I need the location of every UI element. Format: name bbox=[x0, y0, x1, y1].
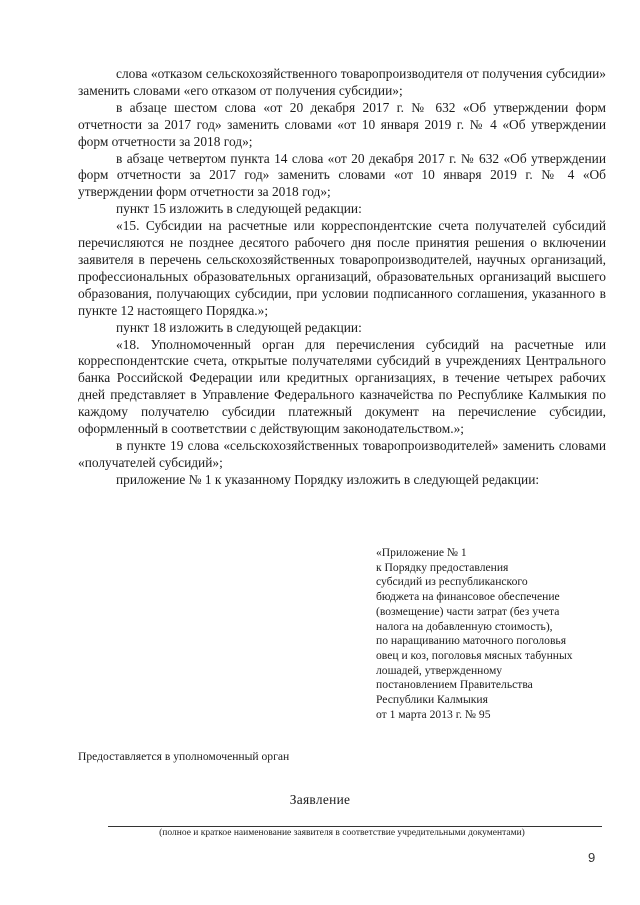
page-number: 9 bbox=[588, 850, 596, 865]
appendix-header bbox=[376, 546, 606, 722]
appendix-line: лошадей, утвержденному bbox=[376, 663, 503, 677]
paragraph: «18. Уполномоченный орган для перечисления субсидий на расчетные или корреспондентские счета, открытые получателями субсидий в учреждениях Центрального банка Российской Федерации или кредитных организациях, в течение четырех рабочих дней представляет в Управление Федерального казначейства по Республике Калмыкия по каждому получателю субсидии платежный документ на перечисление субсидии, оформленный в соответствии с действующим законодательством.»; bbox=[78, 336, 606, 437]
paragraph: приложение № 1 к указанному Порядку изложить в следующей редакции: bbox=[116, 471, 540, 487]
paragraph: «15. Субсидии на расчетные или корреспондентские счета получателей субсидий перечисляются не позднее десятого рабочего дня после принятия решения о включении заявителя в перечень сельскохозяйственных товаропроизводителей, научных организаций, профессиональных образовательных организаций, образовательных организаций высшего образования, получающих субсидии, при условии подписанного соглашения, указанного в пункте 12 настоящего Порядка.»; bbox=[78, 218, 606, 318]
applicant-name-line bbox=[108, 826, 602, 827]
appendix-line: «Приложение № 1 bbox=[376, 546, 467, 559]
appendix-line: от 1 марта 2013 г. № 95 bbox=[376, 707, 491, 721]
appendix-line: постановлением Правительства bbox=[376, 678, 533, 692]
paragraph: пункт 15 изложить в следующей редакции: bbox=[116, 201, 362, 217]
appendix-line: Республики Калмыкия bbox=[376, 693, 488, 707]
appendix-line: по наращиванию маточного поголовья bbox=[376, 634, 567, 648]
appendix-line: бюджета на финансовое обеспечение bbox=[376, 590, 560, 604]
paragraph: пункт 18 изложить в следующей редакции: bbox=[116, 319, 362, 335]
paragraph: в абзаце четвертом пункта 14 слова «от 20 декабря 2017 г. № 632 «Об утверждении форм отчетности за 2017 год» заменить словами «от 10 января 2019 г. № 4 «Об утверждении форм отчетности за 2018 год»; bbox=[78, 150, 606, 200]
document-title: Заявление bbox=[289, 792, 351, 807]
applicant-name-caption: (полное и краткое наименование заявителя в соответствие учредительными документами) bbox=[159, 828, 525, 838]
paragraph: в пункте 19 слова «сельскохозяйственных товаропроизводителей» заменить словами «получателей субсидий»; bbox=[78, 437, 606, 470]
submit-note: Предоставляется в уполномоченный орган bbox=[78, 750, 290, 763]
appendix-line: к Порядку предоставления bbox=[376, 560, 509, 574]
paragraph: слова «отказом сельскохозяйственного товаропроизводителя от получения субсидии» заменить словами «его отказом от получения субсидии»; bbox=[78, 66, 606, 98]
appendix-line: налога на добавленную стоимость), bbox=[376, 619, 553, 633]
appendix-line: субсидий из республиканского bbox=[376, 575, 528, 589]
appendix-line: овец и коз, поголовья мясных табунных bbox=[376, 648, 573, 662]
paragraph: в абзаце шестом слова «от 20 декабря 2017 г. № 632 «Об утверждении форм отчетности за 2017 год» заменить словами «от 10 января 2019 г. № 4 «Об утверждении форм отчетности за 2018 год»; bbox=[78, 99, 606, 149]
appendix-line: (возмещение) части затрат (без учета bbox=[376, 604, 560, 618]
main-text bbox=[78, 66, 606, 489]
